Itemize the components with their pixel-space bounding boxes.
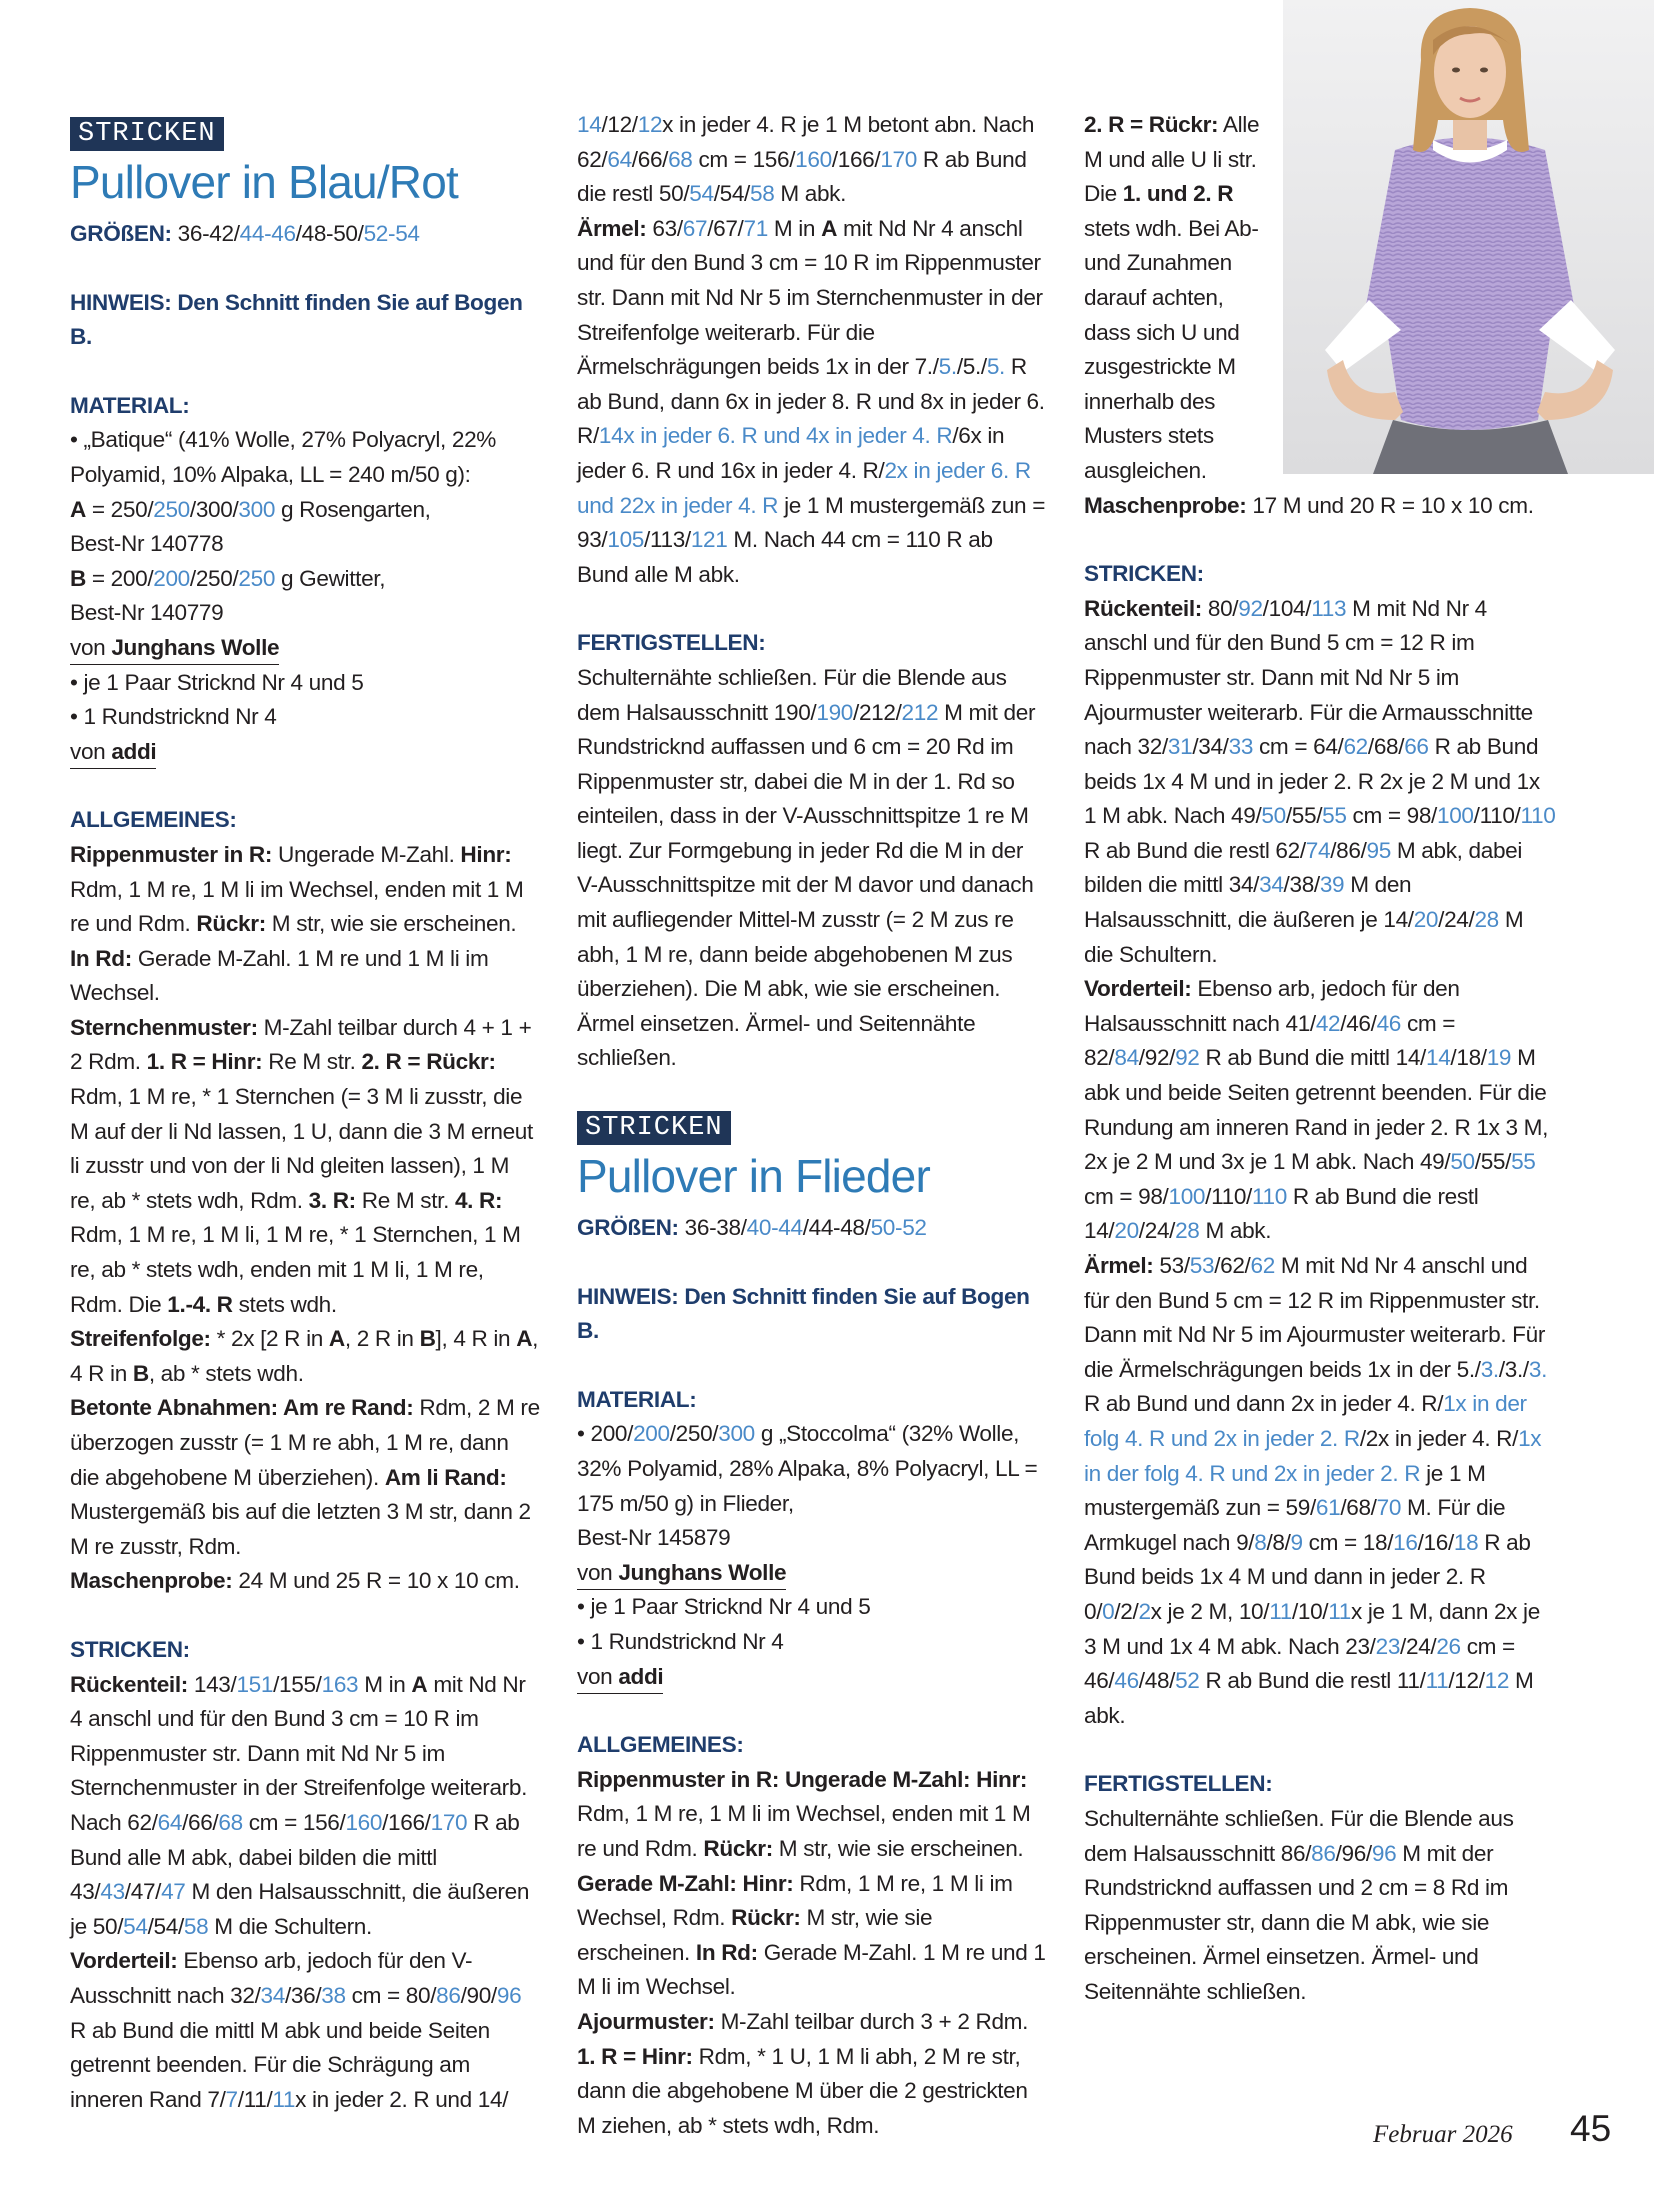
rueckenteil: Rückenteil: 143/151/155/163 M in A mit Nd Nr 4 anschl und für den Bund 3 cm = 10 R im Rippenmuster str. Dann mit Nd Nr 5 im Sternchenmuster in der Streifenfolge weiterarb. Nach 62/64/66/68 cm = 156/160/166/170 R ab Bund alle M abk, dabei bilden die mittl 43/43/47/47 M den Halsausschnitt, die äußeren je 50/54/54/58 M die Schultern. [70,1671,530,1939]
rippenmuster: Rippenmuster in R: Ungerade M-Zahl. Hinr: Rdm, 1 M re, 1 M li im Wechsel, enden mit 1 M re und Rdm. Rückr: M str, wie sie erscheinen. In Rd: Gerade M-Zahl. 1 M re und 1 M li im Wechsel. [70,841,524,1006]
color-b: B = 200/200/250/250 g Gewitter, [70,565,386,591]
sternchenmuster: Sternchenmuster: M-Zahl teilbar durch 4 + 1 + 2 Rdm. 1. R = Hinr: Re M str. 2. R = Rückr: Rdm, 1 M re, * 1 Sternchen (= 3 M li zusstr, die M auf der li Nd lassen, 1 U, dann die 3 M erneut li zusstr und von der li Nd gleiten lassen), 1 M re, ab * stets wdh, Rdm. 3. R: Re M str. 4. R: Rdm, 1 M re, 1 M li, 1 M re, * 1 Sternchen, 1 M re, ab * stets wdh, enden mit 1 M li, 1 M re, Rdm. Die 1.-4. R stets wdh. [70,1014,533,1317]
aermel: Ärmel: 63/67/67/71 M in A mit Nd Nr 4 anschl und für den Bund 3 cm = 10 R im Rippenmuster str. Dann mit Nd Nr 5 im Sternchenmuster in der Streifenfolge weiterarb. Für die Ärmelschrägungen beids 1x in der 7./5./5./5. R ab Bund, dann 6x in jeder 8. R und 8x in jeder 6. R/14x in jeder 6. R und 4x in jeder 4. R/6x in jeder 6. R und 16x in jeder 4. R/2x in jeder 6. R und 22x in jeder 4. R je 1 M mustergemäß zun = 93/105/113/121 M. Nach 44 cm = 110 R ab Bund alle M abk. [577,215,1046,587]
column-1 [70,116,540,2117]
needles-1: • je 1 Paar Stricknd Nr 4 und 5 [70,669,364,695]
material-heading-2: MATERIAL: [577,1386,697,1412]
needles-2-1: • je 1 Paar Stricknd Nr 4 und 5 [577,1594,871,1620]
fertigstellen: Schulternähte schließen. Für die Blende aus dem Halsausschnitt 190/190/212/212 M mit der Rundstricknd auffassen und 6 cm = 20 Rd im Rippenmuster str, dabei die M in der 1. Rd so einteilen, dass in der V-Ausschnittspitze 1 re M liegt. Zur Formgebung in jeder Rd die M in der V-Ausschnittspitze mit der M davor und danach mit aufliegender Mittel-M zusstr (= 2 M zus re abh, 1 M re, dann beide abgehobenen M zus überziehen). Die M abk, wie sie erscheinen. Ärmel einsetzen. Ärmel- und Seitennähte schließen. [577,664,1036,1071]
maschenprobe: Maschenprobe: 24 M und 25 R = 10 x 10 cm. [70,1568,520,1594]
page-number: 45 [1570,2108,1612,2149]
pattern-title-2: Pullover in Flieder [577,1150,930,1203]
sizes: GRÖßEN: 36-42/44-46/48-50/52-54 [70,221,420,246]
vorderteil: Vorderteil: Ebenso arb, jedoch für den V-Ausschnitt nach 32/34/36/38 cm = 80/86/90/96 R ab Bund die mittl M abk und beide Seiten getrennt beenden. Für die Schrägung am inneren Rand 7/7/11/11x in jeder 2. R und 14/ [70,1948,522,2112]
ajourmuster-continued: 2. R = Rückr: Alle M und alle U li str. Die 1. und 2. R stets wdh. Bei Ab- und Zunahmen darauf achten, dass sich U und zusgestrickte M innerhalb des Musters stets ausgleichen. [1084,112,1260,483]
vorderteil-2: Vorderteil: Ebenso arb, jedoch für den Halsausschnitt nach 41/42/46/46 cm = 82/84/92/92 R ab Bund die mittl 14/14/18/19 M abk und beide Seiten getrennt beenden. Für die Rundung am inneren Rand in jeder 2. R 1x 3 M, 2x je 2 M und 3x je 1 M abk. Nach 49/50/55/55 cm = 98/100/110/110 R ab Bund die restl 14/20/24/28 M abk. [1084,976,1549,1244]
rippenmuster-2: Rippenmuster in R: Ungerade M-Zahl: Hinr: Rdm, 1 M re, 1 M li im Wechsel, enden mit 1 M re und Rdm. Rückr: M str, wie sie erscheinen. Gerade M-Zahl: Hinr: Rdm, 1 M re, 1 M li im Wechsel, Rdm. Rückr: M str, wie sie erscheinen. In Rd: Gerade M-Zahl. 1 M re und 1 M li im Wechsel. [577,1766,1046,2000]
vendor-needles-2: von addi [577,1660,1049,1695]
ajourmuster: Ajourmuster: M-Zahl teilbar durch 3 + 2 Rdm. 1. R = Hinr: Rdm, * 1 U, 1 M li abh, 2 M re str, dann die abgehobene M über die 2 gestrickten M ziehen, ab * stets wdh, Rdm. [577,2008,1029,2138]
pattern-title: Pullover in Blau/Rot [70,156,458,208]
aermel-2: Ärmel: 53/53/62/62 M mit Nd Nr 4 anschl und für den Bund 5 cm = 12 R im Rippenmuster str. Dann mit Nd Nr 5 im Ajourmuster weiterarb. Für die Ärmelschrägungen beids 1x in der 5./3./3./3. R ab Bund und dann 2x in jeder 4. R/1x in der folg 4. R und 2x in jeder 2. R/2x in jeder 4. R/1x in der folg 4. R und 2x in jeder 2. R je 1 M mustergemäß zun = 59/61/68/70 M. Für die Armkugel nach 9/8/8/9 cm = 18/16/16/18 R ab Bund beids 1x 4 M und dann in jeder 2. R 0/0/2/2x je 2 M, 10/11/10/11x je 1 M, dann 2x je 3 M und 1x 4 M abk. Nach 23/23/24/26 cm = 46/46/48/52 R ab Bund die restl 11/11/12/12 M abk. [1084,1253,1548,1728]
vendor-yarn: von Junghans Wolle [70,631,540,666]
fertigstellen-heading-2: FERTIGSTELLEN: [1084,1771,1273,1797]
model-photo [1283,0,1654,474]
vorderteil-continued: 14/12/12x in jeder 4. R je 1 M betont abn. Nach 62/64/66/68 cm = 156/160/166/170 R ab Bund die restl 50/54/54/58 M abk. [577,112,1035,207]
allgemeines-heading: ALLGEMEINES: [70,807,237,833]
color-a: A = 250/250/300/300 g Rosengarten, [70,496,431,522]
issue-date: Februar 2026 [1373,2121,1513,2148]
best-nr-a: Best-Nr 140778 [70,531,224,557]
needles-2-2: • 1 Rundstricknd Nr 4 [577,1628,784,1654]
streifenfolge: Streifenfolge: * 2x [2 R in A, 2 R in B], 4 R in A, 4 R in B, ab * stets wdh. [70,1326,539,1386]
section-tag: STRICKEN [70,117,224,151]
allgemeines-heading-2: ALLGEMEINES: [577,1732,744,1758]
best-nr-b: Best-Nr 140779 [70,600,224,626]
stricken-heading-2: STRICKEN: [1084,561,1204,587]
maschenprobe-2: Maschenprobe: 17 M und 20 R = 10 x 10 cm. [1084,492,1534,518]
vendor-needles: von addi [70,735,540,770]
betonte-abnahmen: Betonte Abnahmen: Am re Rand: Rdm, 2 M re überzogen zusstr (= 1 M re abh, 1 M re, dann die abgehobene M überziehen). Am li Rand: Mustergemäß bis auf die letzten 3 M str, dann 2 M re zusstr, Rdm. [70,1395,540,1559]
section-tag-2: STRICKEN [577,1111,731,1145]
yarn-info-2: • 200/200/250/300 g „Stoccolma“ (32% Wolle, 32% Polyamid, 28% Alpaka, 8% Polyacryl, LL = 175 m/50 g) in Flieder, [577,1421,1038,1516]
material-heading: MATERIAL: [70,392,190,418]
hinweis-2: HINWEIS: Den Schnitt finden Sie auf Bogen B. [577,1283,1030,1344]
hinweis: HINWEIS: Den Schnitt finden Sie auf Bogen B. [70,289,523,350]
needles-2: • 1 Rundstricknd Nr 4 [70,704,277,730]
fertigstellen-heading: FERTIGSTELLEN: [577,630,766,656]
rueckenteil-2: Rückenteil: 80/92/104/113 M mit Nd Nr 4 anschl und für den Bund 5 cm = 12 R im Rippenmuster str. Dann mit Nd Nr 5 im Ajourmuster weiterarb. Für die Armausschnitte nach 32/31/34/33 cm = 64/62/68/66 R ab Bund beids 1x 4 M und in jeder 2. R 2x je 2 M und 1x 1 M abk. Nach 49/50/55/55 cm = 98/100/110/110 R ab Bund die restl 62/74/86/95 M abk, dabei bilden die mittl 34/34/38/39 M den Halsausschnitt, die äußeren je 14/20/24/28 M die Schultern. [1084,595,1556,967]
sizes-2: GRÖßEN: 36-38/40-44/44-48/50-52 [577,1215,927,1241]
stricken-heading: STRICKEN: [70,1636,190,1662]
best-nr-2: Best-Nr 145879 [577,1525,731,1551]
yarn-info: • „Batique“ (41% Wolle, 27% Polyacryl, 22% Polyamid, 10% Alpaka, LL = 240 m/50 g): [70,427,497,487]
vendor-yarn-2: von Junghans Wolle [577,1556,1049,1591]
column-2 [577,108,1049,2143]
fertigstellen-2: Schulternähte schließen. Für die Blende aus dem Halsausschnitt 86/86/96/96 M mit der Rundstricknd auffassen und 2 cm = 8 Rd im Rippenmuster str, dann die M abk, wie sie erscheinen. Ärmel einsetzen. Ärmel- und Seitennähte schließen. [1084,1805,1514,2004]
